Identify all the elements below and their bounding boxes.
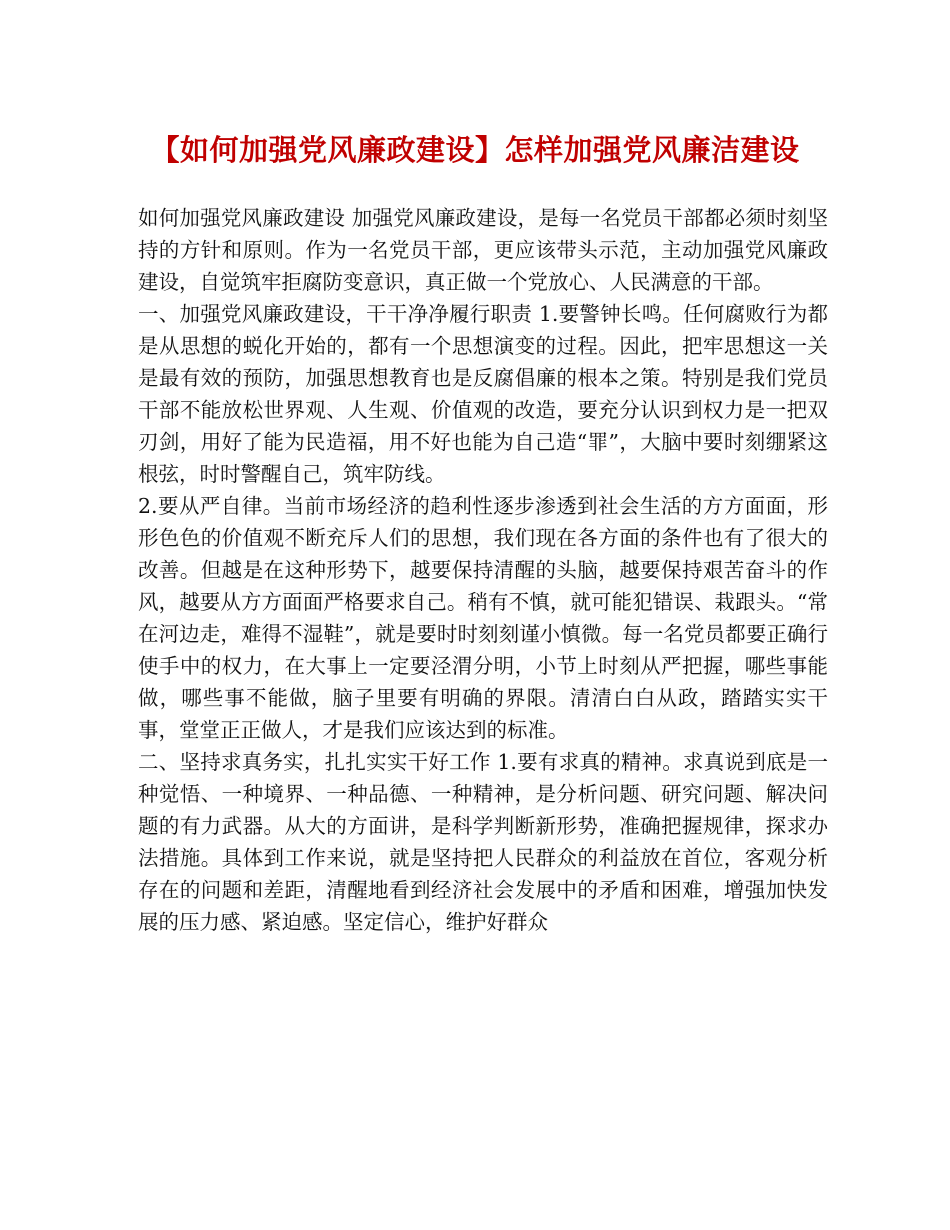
document-title: 【如何加强党风廉政建设】怎样加强党风廉洁建设 [150,133,800,167]
paragraph-intro: 如何加强党风廉政建设 加强党风廉政建设，是每一名党员干部都必须时刻坚持的方针和原则。作为一名党员干部，更应该带头示范，主动加强党风廉政建设，自觉筑牢拒腐防变意识，真正做一个党放心、人民满意的干部。 [138,206,828,294]
paragraph-section-two: 二、坚持求真务实，扎扎实实干好工作 1.要有求真的精神。求真说到底是一种觉悟、一种境界、一种品德、一种精神，是分析问题、研究问题、解决问题的有力武器。从大的方面讲，是科学判断新形势，准确把握规律，探求办法措施。具体到工作来说，就是坚持把人民群众的利益放在首位，客观分析存在的问题和差距，清醒地看到经济社会发展中的矛盾和困难，增强加快发展的压力感、紧迫感。坚定信心，维护好群众 [138,750,828,934]
document-body [138,202,828,938]
paragraph-section-one: 一、加强党风廉政建设，干干净净履行职责 1.要警钟长鸣。任何腐败行为都是从思想的蜕化开始的，都有一个思想演变的过程。因此，把牢思想这一关是最有效的预防，加强思想教育也是反腐倡廉的根本之策。特别是我们党员干部不能放松世界观、人生观、价值观的改造，要充分认识到权力是一把双刃剑，用好了能为民造福，用不好也能为自己造“罪”，大脑中要时刻绷紧这根弦，时时警醒自己，筑牢防线。 [138,302,828,486]
paragraph-self-discipline: 2.要从严自律。当前市场经济的趋利性逐步渗透到社会生活的方方面面，形形色色的价值观不断充斥人们的思想，我们现在各方面的条件也有了很大的改善。但越是在这种形势下，越要保持清醒的头脑，越要保持艰苦奋斗的作风，越要从方方面面严格要求自己。稍有不慎，就可能犯错误、栽跟头。“常在河边走，难得不湿鞋”，就是要时时刻刻谨小慎微。每一名党员都要正确行使手中的权力，在大事上一定要泾渭分明，小节上时刻从严把握，哪些事能做，哪些事不能做，脑子里要有明确的界限。清清白白从政，踏踏实实干事，堂堂正正做人，才是我们应该达到的标准。 [138,494,828,742]
